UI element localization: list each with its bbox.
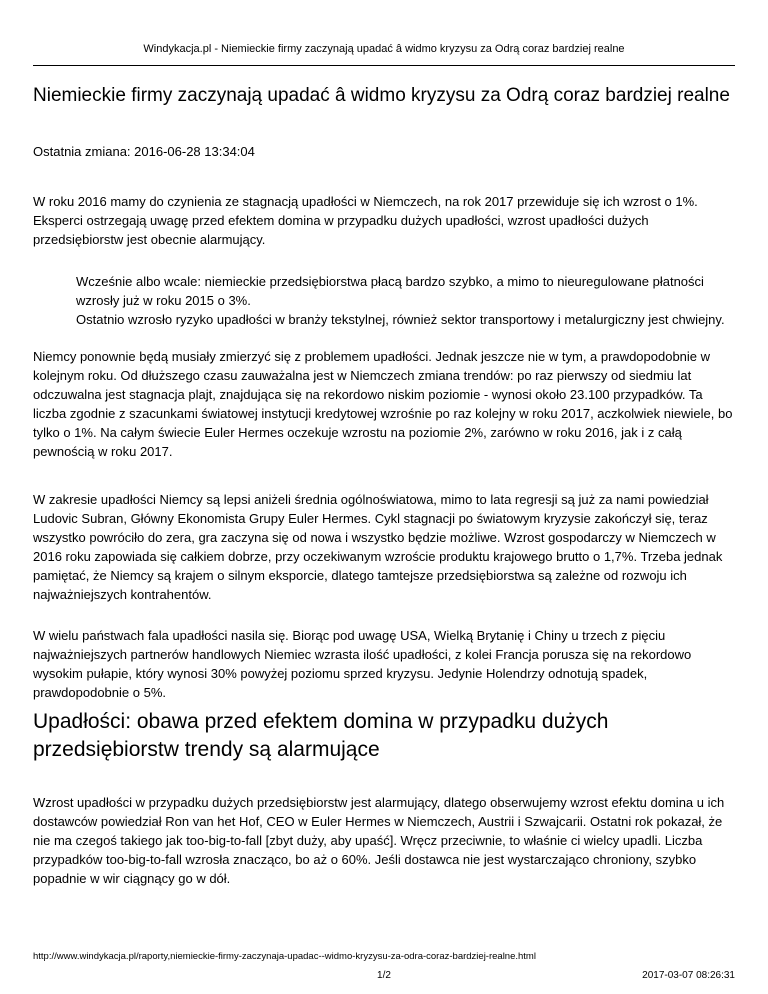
running-header: Windykacja.pl - Niemieckie firmy zaczynają upadać â widmo kryzysu za Odrą coraz bardziej realne bbox=[143, 43, 625, 55]
page-number: 1/2 bbox=[377, 970, 391, 981]
list-item bbox=[33, 310, 737, 329]
list-item-text: Ostatnio wzrosło ryzyko upadłości w branży tekstylnej, również sektor transportowy i metalurgiczny jest chwiejny. bbox=[76, 312, 725, 327]
list-item bbox=[33, 272, 737, 310]
print-timestamp: 2017-03-07 08:26:31 bbox=[642, 970, 735, 981]
last-modified: Ostatnia zmiana: 2016-06-28 13:34:04 bbox=[33, 144, 255, 159]
list-item-text: Wcześnie albo wcale: niemieckie przedsiębiorstwa płacą bardzo szybko, a mimo to nieuregulowane płatności wzrosły już w roku 2015 o 3%. bbox=[76, 274, 704, 308]
section-heading: Upadłości: obawa przed efektem domina w przypadku dużych przedsiębiorstw trendy są alarmujące bbox=[33, 710, 609, 761]
body-paragraph-1: Niemcy ponownie będą musiały zmierzyć się z problemem upadłości. Jednak jeszcze nie w tym, a prawdopodobnie w kolejnym roku. Od dłuższego czasu zauważalna jest w Niemczech zmiana trendów: po raz pierwszy od siedmiu lat odczuwalna jest stagnacja plajt, znajdująca się na rekordowo niskim poziomie - wynosi około 23.100 przypadków. Ta liczba zgodnie z szacunkami światowej instytucji kredytowej wzrośnie po raz kolejny w roku 2017, aczkolwiek niewiele, bo tylko o 1%. Na całym świecie Euler Hermes oczekuje wzrostu na poziomie 2%, zarówno w roku 2016, jak i z całą pewnością w roku 2017. bbox=[33, 349, 733, 459]
body-paragraph-2: W zakresie upadłości Niemcy są lepsi aniżeli średnia ogólnoświatowa, mimo to lata regresji są już za nami powiedział Ludovic Subran, Główny Ekonomista Grupy Euler Hermes. Cykl stagnacji po światowym kryzysie zakończył się, teraz wszystko powróciło do zera, gra zaczyna się od nowa i wszystko będzie możliwe. Wzrost gospodarczy w Niemczech w 2016 roku zapowiada się całkiem dobrze, przy oczekiwanym wzroście produktu krajowego brutto o 1,7%. Trzeba jednak pamiętać, że Niemcy są krajem o silnym eksporcie, dlatego tamtejsze przedsiębiorstwa są zależne od rozwoju ich najważniejszych kontrahentów. bbox=[33, 492, 723, 602]
footer-url: http://www.windykacja.pl/raporty,niemieckie-firmy-zaczynaja-upadac--widmo-kryzysu-za-odra-coraz-bardziej-realne.html bbox=[33, 951, 536, 962]
body-paragraph-4: Wzrost upadłości w przypadku dużych przedsiębiorstw jest alarmujący, dlatego obserwujemy wzrost efektu domina u ich dostawców powiedział Ron van het Hof, CEO w Euler Hermes w Niemczech, Austrii i Szwajcarii. Ostatni rok pokazał, że nie ma czegoś takiego jak too-big-to-fall [zbyt duży, aby upaść]. Wręcz przeciwnie, to właśnie ci wielcy upadli. Liczba przypadków too-big-to-fall wzrosła znacząco, bo aż o 60%. Jeśli dostawca nie jest wystarczająco chroniony, szybko popadnie w wir ciągnący go w dół. bbox=[33, 795, 725, 886]
intro-paragraph: W roku 2016 mamy do czynienia ze stagnacją upadłości w Niemczech, na rok 2017 przewiduje się ich wzrost o 1%. Eksperci ostrzegają uwagę przed efektem domina w przypadku dużych upadłości, wzrost upadłości dużych przedsiębiorstw jest obecnie alarmujący. bbox=[33, 194, 698, 247]
key-points-list bbox=[33, 272, 737, 329]
article-title: Niemieckie firmy zaczynają upadać â widmo kryzysu za Odrą coraz bardziej realne bbox=[33, 85, 730, 106]
body-paragraph-3: W wielu państwach fala upadłości nasila się. Biorąc pod uwagę USA, Wielką Brytanię i Chiny u trzech z pięciu najważniejszych partnerów handlowych Niemiec wzrasta ilość upadłości, z kolei Francja porusza się na rekordowo wysokim pułapie, który wynosi 30% powyżej poziomu sprzed kryzysu. Jedynie Holendrzy odnotują spadek, prawdopodobnie o 5%. bbox=[33, 628, 692, 700]
header-divider bbox=[33, 65, 735, 66]
